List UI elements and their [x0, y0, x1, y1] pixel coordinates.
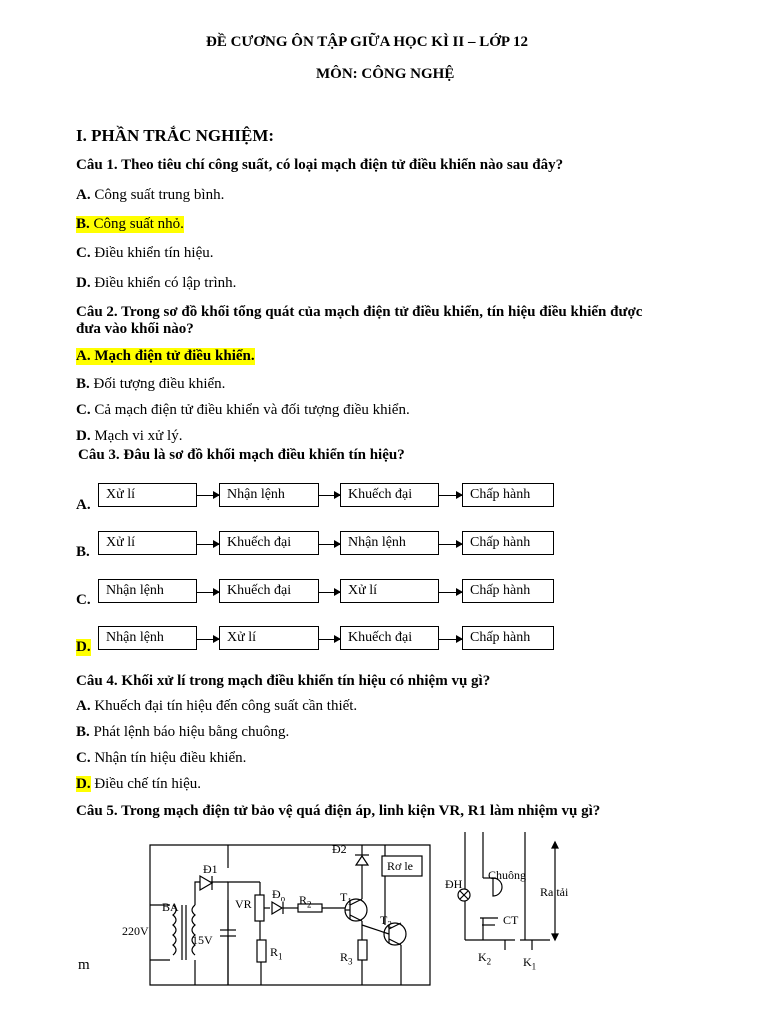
label-r2: $R_2$ — [299, 893, 312, 910]
diagram-letter: B. — [76, 544, 90, 560]
q4-option-d: D. Điều chế tín hiệu. — [76, 776, 201, 792]
block-box: Nhận lệnh — [219, 483, 319, 507]
block-box: Xử lí — [98, 531, 197, 555]
block-box: Xử lí — [219, 626, 319, 650]
label-t2: $T_2$ — [380, 913, 392, 930]
question-5: Câu 5. Trong mạch điện tử bảo vệ quá điện áp, linh kiện VR, R1 làm nhiệm vụ gì? — [76, 803, 601, 819]
label-vr: VR — [235, 897, 252, 911]
q1-option-b-answer: B. Công suất nhỏ. — [76, 216, 184, 232]
block-box: Chấp hành — [462, 531, 554, 555]
block-box: Xử lí — [340, 579, 439, 603]
document-title: ĐỀ CƯƠNG ÔN TẬP GIỮA HỌC KÌ II – LỚP 12 — [206, 34, 528, 50]
diagram-letter: A. — [76, 497, 91, 513]
label-r1: $R_1$ — [270, 945, 283, 962]
question-4: Câu 4. Khối xử lí trong mạch điều khiển tín hiệu có nhiệm vụ gì? — [76, 673, 491, 689]
block-box: Chấp hành — [462, 483, 554, 507]
label-15v: 15V — [192, 933, 213, 947]
q2-option-d: D. Mạch vi xử lý. — [76, 428, 183, 444]
label-220v: 220V — [122, 924, 149, 938]
block-box: Chấp hành — [462, 579, 554, 603]
label-role: Rơ le — [387, 859, 414, 873]
q4-option-b: B. Phát lệnh báo hiệu bằng chuông. — [76, 724, 290, 740]
question-1: Câu 1. Theo tiêu chí công suất, có loại mạch điện tử điều khiển nào sau đây? — [76, 157, 564, 173]
block-box: Chấp hành — [462, 626, 554, 650]
label-t1: $T_1$ — [340, 890, 352, 907]
subject-title: MÔN: CÔNG NGHỆ — [316, 66, 455, 82]
stray-text: m — [78, 957, 90, 973]
label-k1: $K_1$ — [523, 955, 537, 972]
label-ba: BA — [162, 900, 179, 914]
label-ct: CT — [503, 913, 519, 927]
question-3: Câu 3. Đâu là sơ đồ khối mạch điều khiển tín hiệu? — [78, 447, 405, 463]
block-box: Nhận lệnh — [340, 531, 439, 555]
block-box: Khuếch đại — [219, 531, 319, 555]
q1-option-c: C. Điều khiển tín hiệu. — [76, 245, 214, 261]
question-2-line1: Câu 2. Trong sơ đồ khối tổng quát của mạch điện tử điều khiển, tín hiệu điều khiển được — [76, 304, 643, 320]
label-r3: $R_3$ — [340, 950, 353, 967]
label-ratai: Ra tải — [540, 885, 569, 899]
q4-option-a: A. Khuếch đại tín hiệu đến công suất cần thiết. — [76, 698, 358, 714]
q1-option-a: A. Công suất trung bình. — [76, 187, 225, 203]
block-box: Nhận lệnh — [98, 579, 197, 603]
label-dh: ĐH — [445, 877, 463, 891]
label-k2: $K_2$ — [478, 950, 492, 967]
label-d0: $Đ_o$ — [272, 887, 286, 904]
block-box: Khuếch đại — [340, 483, 439, 507]
block-box: Khuếch đại — [340, 626, 439, 650]
block-box: Khuếch đại — [219, 579, 319, 603]
q2-option-a-answer: A. Mạch điện tử điều khiển. — [76, 348, 255, 364]
q2-option-b: B. Đối tượng điều khiển. — [76, 376, 226, 392]
label-d1: Đ1 — [203, 862, 218, 876]
block-box: Nhận lệnh — [98, 626, 197, 650]
diagram-letter: C. — [76, 592, 91, 608]
diagram-letter-answer: D. — [76, 639, 91, 655]
label-d2: Đ2 — [332, 842, 347, 856]
section-heading: I. PHẦN TRẮC NGHIỆM: — [76, 126, 275, 145]
q1-option-d: D. Điều khiển có lập trình. — [76, 275, 237, 291]
label-chuong: Chuông — [488, 868, 527, 882]
question-2-line2: đưa vào khối nào? — [76, 321, 194, 337]
block-box: Xử lí — [98, 483, 197, 507]
q2-option-c: C. Cả mạch điện tử điều khiển và đối tượng điều khiển. — [76, 402, 410, 418]
q4-option-c: C. Nhận tín hiệu điều khiển. — [76, 750, 247, 766]
